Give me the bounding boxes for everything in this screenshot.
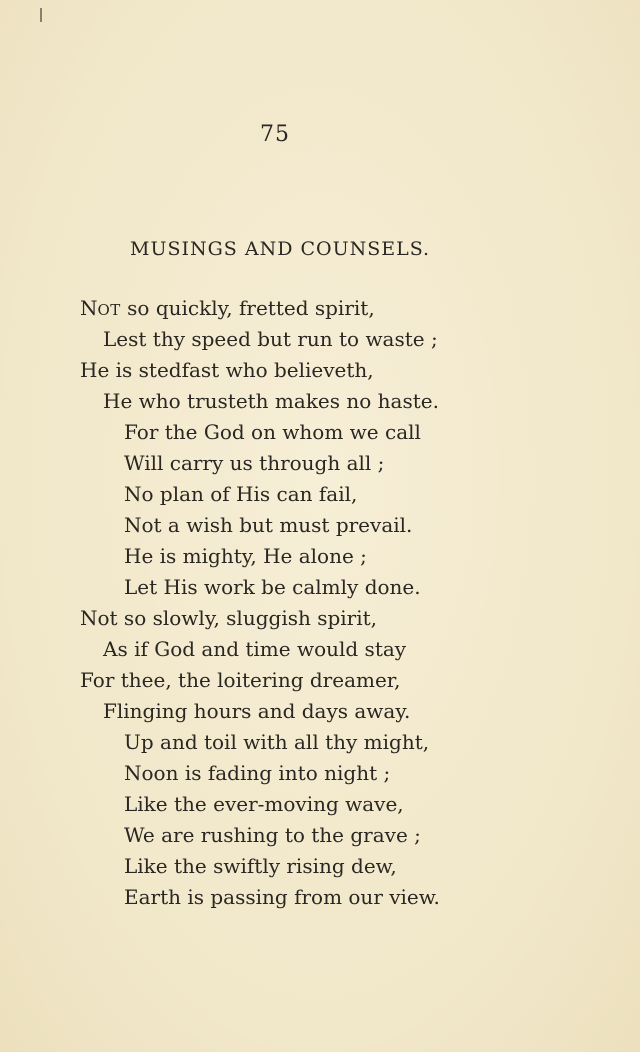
poem-line: Flinging hours and days away. <box>103 699 411 723</box>
poem-line: Up and toil with all thy might, <box>124 730 430 754</box>
poem-line: Lest thy speed but run to waste ; <box>103 327 438 351</box>
poem-line: For thee, the loitering dreamer, <box>80 668 401 692</box>
first-word-initial: N <box>80 296 98 320</box>
poem-line: We are rushing to the grave ; <box>124 823 421 847</box>
poem-line: He who trusteth makes no haste. <box>103 389 439 413</box>
poem-line: Noon is fading into night ; <box>124 761 391 785</box>
poem-line: Earth is passing from our view. <box>124 885 440 909</box>
poem-line: He is mighty, He alone ; <box>124 544 367 568</box>
poem-line: Like the swiftly rising dew, <box>124 854 397 878</box>
poem-line: As if God and time would stay <box>103 637 407 661</box>
poem-line: Let His work be calmly done. <box>124 575 421 599</box>
poem-line: Like the ever-moving wave, <box>124 792 404 816</box>
poem-line: For the God on whom we call <box>124 420 421 444</box>
first-word-smallcaps: OT <box>97 301 121 319</box>
poem-line: Not a wish but must prevail. <box>124 513 413 537</box>
poem-line-1 <box>80 296 375 322</box>
page-number: 75 <box>260 122 290 147</box>
page-mark <box>40 8 42 22</box>
poem-line: Will carry us through all ; <box>124 451 385 475</box>
poem-title: MUSINGS AND COUNSELS. <box>130 238 431 260</box>
poem-line: Not so slowly, sluggish spirit, <box>80 606 378 630</box>
poem-line: No plan of His can fail, <box>124 482 358 506</box>
poem-line-1-rest: so quickly, fretted spirit, <box>120 296 375 320</box>
poem-line: He is stedfast who believeth, <box>80 358 374 382</box>
